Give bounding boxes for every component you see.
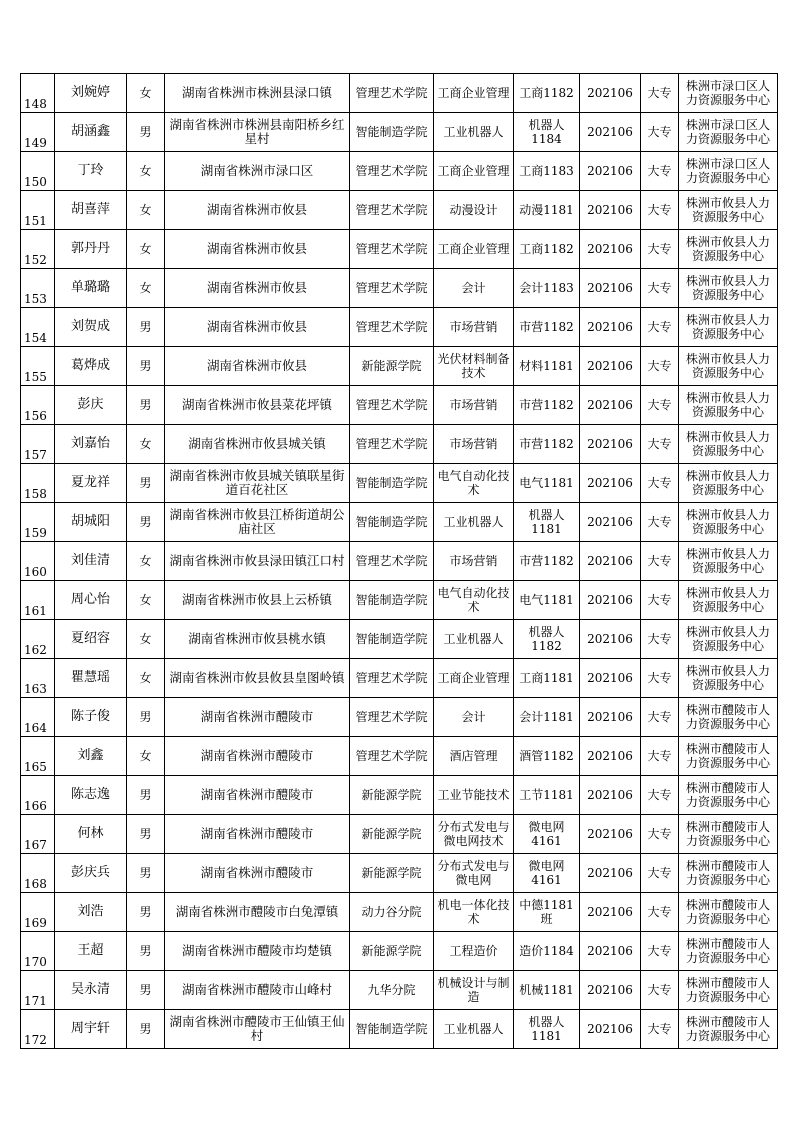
graduation-date-cell: 202106 [580,581,641,620]
graduation-date-cell: 202106 [580,152,641,191]
graduation-date-cell: 202106 [580,893,641,932]
college-cell: 管理艺术学院 [350,230,434,269]
graduation-date-cell: 202106 [580,269,641,308]
college-cell: 新能源学院 [350,854,434,893]
row-number-cell: 165 [21,737,55,776]
class-name-cell: 市营1182 [514,542,580,581]
education-level-cell: 大专 [641,815,679,854]
gender-cell: 女 [127,191,165,230]
table-row [21,932,778,971]
college-cell: 新能源学院 [350,815,434,854]
major-cell: 工业机器人 [434,620,514,659]
service-center-cell: 株洲市攸县人力资源服务中心 [679,581,778,620]
class-name-cell: 会计1181 [514,698,580,737]
table-row [21,893,778,932]
row-number-cell: 149 [21,113,55,152]
row-number-cell: 152 [21,230,55,269]
gender-cell: 女 [127,659,165,698]
major-cell: 市场营销 [434,425,514,464]
college-cell: 智能制造学院 [350,620,434,659]
major-cell: 工商企业管理 [434,230,514,269]
service-center-cell: 株洲市攸县人力资源服务中心 [679,620,778,659]
origin-address-cell: 湖南省株洲市株洲县渌口镇 [165,74,350,113]
class-name-cell: 微电网4161 [514,854,580,893]
origin-address-cell: 湖南省株洲市攸县菜花坪镇 [165,386,350,425]
education-level-cell: 大专 [641,737,679,776]
college-cell: 九华分院 [350,971,434,1010]
college-cell: 新能源学院 [350,347,434,386]
service-center-cell: 株洲市醴陵市人力资源服务中心 [679,893,778,932]
major-cell: 工商企业管理 [434,152,514,191]
table-row [21,308,778,347]
gender-cell: 男 [127,347,165,386]
origin-address-cell: 湖南省株洲市醴陵市 [165,776,350,815]
gender-cell: 男 [127,113,165,152]
student-name-cell: 瞿慧瑶 [55,659,127,698]
student-name-cell: 刘贺成 [55,308,127,347]
class-name-cell: 工商1181 [514,659,580,698]
graduation-date-cell: 202106 [580,971,641,1010]
education-level-cell: 大专 [641,542,679,581]
graduation-date-cell: 202106 [580,308,641,347]
education-level-cell: 大专 [641,191,679,230]
college-cell: 管理艺术学院 [350,542,434,581]
student-name-cell: 郭丹丹 [55,230,127,269]
row-number-cell: 167 [21,815,55,854]
gender-cell: 男 [127,932,165,971]
education-level-cell: 大专 [641,386,679,425]
service-center-cell: 株洲市攸县人力资源服务中心 [679,425,778,464]
service-center-cell: 株洲市醴陵市人力资源服务中心 [679,776,778,815]
service-center-cell: 株洲市醴陵市人力资源服务中心 [679,737,778,776]
origin-address-cell: 湖南省株洲市醴陵市 [165,815,350,854]
table-row [21,659,778,698]
education-level-cell: 大专 [641,971,679,1010]
student-name-cell: 周宇轩 [55,1010,127,1049]
major-cell: 工业机器人 [434,503,514,542]
college-cell: 智能制造学院 [350,464,434,503]
table-row [21,815,778,854]
service-center-cell: 株洲市攸县人力资源服务中心 [679,659,778,698]
class-name-cell: 机械1181 [514,971,580,1010]
row-number-cell: 169 [21,893,55,932]
gender-cell: 女 [127,74,165,113]
class-name-cell: 机器人1184 [514,113,580,152]
education-level-cell: 大专 [641,425,679,464]
education-level-cell: 大专 [641,308,679,347]
class-name-cell: 工节1181 [514,776,580,815]
major-cell: 分布式发电与微电网 [434,854,514,893]
origin-address-cell: 湖南省株洲市醴陵市 [165,737,350,776]
graduation-date-cell: 202106 [580,659,641,698]
major-cell: 工业节能技术 [434,776,514,815]
service-center-cell: 株洲市渌口区人力资源服务中心 [679,113,778,152]
class-name-cell: 会计1183 [514,269,580,308]
graduation-date-cell: 202106 [580,620,641,659]
college-cell: 管理艺术学院 [350,659,434,698]
college-cell: 管理艺术学院 [350,269,434,308]
class-name-cell: 机器人1181 [514,503,580,542]
student-name-cell: 刘浩 [55,893,127,932]
table-row [21,191,778,230]
origin-address-cell: 湖南省株洲市攸县攸县皇图岭镇 [165,659,350,698]
graduation-date-cell: 202106 [580,230,641,269]
graduation-date-cell: 202106 [580,191,641,230]
college-cell: 管理艺术学院 [350,425,434,464]
service-center-cell: 株洲市攸县人力资源服务中心 [679,269,778,308]
gender-cell: 男 [127,776,165,815]
major-cell: 动漫设计 [434,191,514,230]
table-row [21,776,778,815]
table-row [21,386,778,425]
college-cell: 管理艺术学院 [350,737,434,776]
major-cell: 酒店管理 [434,737,514,776]
row-number-cell: 166 [21,776,55,815]
gender-cell: 女 [127,620,165,659]
origin-address-cell: 湖南省株洲市攸县城关镇 [165,425,350,464]
student-name-cell: 丁玲 [55,152,127,191]
origin-address-cell: 湖南省株洲市攸县上云桥镇 [165,581,350,620]
college-cell: 管理艺术学院 [350,74,434,113]
row-number-cell: 161 [21,581,55,620]
college-cell: 管理艺术学院 [350,308,434,347]
major-cell: 电气自动化技术 [434,581,514,620]
graduation-date-cell: 202106 [580,113,641,152]
table-row [21,269,778,308]
row-number-cell: 171 [21,971,55,1010]
student-name-cell: 陈子俊 [55,698,127,737]
student-name-cell: 刘婉婷 [55,74,127,113]
education-level-cell: 大专 [641,152,679,191]
service-center-cell: 株洲市醴陵市人力资源服务中心 [679,854,778,893]
major-cell: 市场营销 [434,308,514,347]
row-number-cell: 154 [21,308,55,347]
gender-cell: 女 [127,737,165,776]
gender-cell: 男 [127,815,165,854]
gender-cell: 男 [127,308,165,347]
college-cell: 新能源学院 [350,776,434,815]
major-cell: 市场营销 [434,542,514,581]
table-row [21,152,778,191]
service-center-cell: 株洲市攸县人力资源服务中心 [679,191,778,230]
graduation-date-cell: 202106 [580,698,641,737]
row-number-cell: 150 [21,152,55,191]
graduation-date-cell: 202106 [580,1010,641,1049]
origin-address-cell: 湖南省株洲市攸县江桥街道胡公庙社区 [165,503,350,542]
gender-cell: 男 [127,386,165,425]
college-cell: 智能制造学院 [350,503,434,542]
student-name-cell: 胡喜萍 [55,191,127,230]
major-cell: 工程造价 [434,932,514,971]
service-center-cell: 株洲市攸县人力资源服务中心 [679,503,778,542]
education-level-cell: 大专 [641,620,679,659]
major-cell: 工商企业管理 [434,74,514,113]
class-name-cell: 市营1182 [514,386,580,425]
graduation-date-cell: 202106 [580,854,641,893]
table-row [21,854,778,893]
student-name-cell: 何林 [55,815,127,854]
table-row [21,581,778,620]
graduation-date-cell: 202106 [580,347,641,386]
student-table [20,73,778,1049]
row-number-cell: 160 [21,542,55,581]
row-number-cell: 153 [21,269,55,308]
service-center-cell: 株洲市渌口区人力资源服务中心 [679,152,778,191]
graduation-date-cell: 202106 [580,932,641,971]
gender-cell: 男 [127,698,165,737]
class-name-cell: 工商1183 [514,152,580,191]
gender-cell: 男 [127,464,165,503]
student-name-cell: 单璐璐 [55,269,127,308]
major-cell: 会计 [434,698,514,737]
education-level-cell: 大专 [641,854,679,893]
table-body [21,74,778,1049]
class-name-cell: 市营1182 [514,425,580,464]
class-name-cell: 动漫1181 [514,191,580,230]
service-center-cell: 株洲市醴陵市人力资源服务中心 [679,698,778,737]
class-name-cell: 市营1182 [514,308,580,347]
education-level-cell: 大专 [641,581,679,620]
row-number-cell: 168 [21,854,55,893]
service-center-cell: 株洲市醴陵市人力资源服务中心 [679,815,778,854]
row-number-cell: 163 [21,659,55,698]
origin-address-cell: 湖南省株洲市攸县渌田镇江口村 [165,542,350,581]
education-level-cell: 大专 [641,1010,679,1049]
row-number-cell: 157 [21,425,55,464]
education-level-cell: 大专 [641,230,679,269]
gender-cell: 女 [127,425,165,464]
table-row [21,542,778,581]
service-center-cell: 株洲市攸县人力资源服务中心 [679,308,778,347]
service-center-cell: 株洲市攸县人力资源服务中心 [679,386,778,425]
class-name-cell: 电气1181 [514,581,580,620]
table-row [21,620,778,659]
education-level-cell: 大专 [641,659,679,698]
origin-address-cell: 湖南省株洲市醴陵市白兔潭镇 [165,893,350,932]
student-name-cell: 彭庆兵 [55,854,127,893]
major-cell: 工商企业管理 [434,659,514,698]
origin-address-cell: 湖南省株洲市醴陵市均楚镇 [165,932,350,971]
service-center-cell: 株洲市攸县人力资源服务中心 [679,347,778,386]
college-cell: 智能制造学院 [350,113,434,152]
table-row [21,74,778,113]
class-name-cell: 中德1181班 [514,893,580,932]
table-row [21,971,778,1010]
student-name-cell: 吴永清 [55,971,127,1010]
origin-address-cell: 湖南省株洲市株洲县南阳桥乡红星村 [165,113,350,152]
table-row [21,113,778,152]
college-cell: 管理艺术学院 [350,386,434,425]
gender-cell: 男 [127,854,165,893]
service-center-cell: 株洲市攸县人力资源服务中心 [679,464,778,503]
student-name-cell: 夏绍容 [55,620,127,659]
graduation-date-cell: 202106 [580,815,641,854]
graduation-date-cell: 202106 [580,464,641,503]
graduation-date-cell: 202106 [580,503,641,542]
college-cell: 管理艺术学院 [350,191,434,230]
gender-cell: 男 [127,893,165,932]
class-name-cell: 酒管1182 [514,737,580,776]
graduation-date-cell: 202106 [580,542,641,581]
class-name-cell: 机器人1182 [514,620,580,659]
table-row [21,425,778,464]
service-center-cell: 株洲市攸县人力资源服务中心 [679,542,778,581]
major-cell: 光伏材料制备技术 [434,347,514,386]
graduation-date-cell: 202106 [580,776,641,815]
table-row [21,503,778,542]
row-number-cell: 155 [21,347,55,386]
student-name-cell: 刘佳清 [55,542,127,581]
row-number-cell: 148 [21,74,55,113]
row-number-cell: 156 [21,386,55,425]
graduation-date-cell: 202106 [580,737,641,776]
class-name-cell: 机器人1181 [514,1010,580,1049]
class-name-cell: 微电网4161 [514,815,580,854]
table-row [21,698,778,737]
college-cell: 管理艺术学院 [350,698,434,737]
origin-address-cell: 湖南省株洲市醴陵市 [165,854,350,893]
student-name-cell: 王超 [55,932,127,971]
gender-cell: 女 [127,152,165,191]
table-row [21,1010,778,1049]
major-cell: 机械设计与制造 [434,971,514,1010]
education-level-cell: 大专 [641,893,679,932]
origin-address-cell: 湖南省株洲市渌口区 [165,152,350,191]
origin-address-cell: 湖南省株洲市醴陵市 [165,698,350,737]
student-name-cell: 彭庆 [55,386,127,425]
table-row [21,230,778,269]
row-number-cell: 159 [21,503,55,542]
major-cell: 工业机器人 [434,1010,514,1049]
education-level-cell: 大专 [641,464,679,503]
graduation-date-cell: 202106 [580,74,641,113]
education-level-cell: 大专 [641,503,679,542]
origin-address-cell: 湖南省株洲市攸县 [165,347,350,386]
service-center-cell: 株洲市攸县人力资源服务中心 [679,230,778,269]
student-name-cell: 刘鑫 [55,737,127,776]
student-name-cell: 葛烨成 [55,347,127,386]
table-row [21,347,778,386]
gender-cell: 女 [127,230,165,269]
major-cell: 工业机器人 [434,113,514,152]
major-cell: 机电一体化技术 [434,893,514,932]
origin-address-cell: 湖南省株洲市攸县 [165,230,350,269]
major-cell: 市场营销 [434,386,514,425]
origin-address-cell: 湖南省株洲市攸县 [165,191,350,230]
education-level-cell: 大专 [641,347,679,386]
origin-address-cell: 湖南省株洲市攸县城关镇联星街道百花社区 [165,464,350,503]
student-name-cell: 周心怡 [55,581,127,620]
table-row [21,737,778,776]
student-name-cell: 胡城阳 [55,503,127,542]
service-center-cell: 株洲市渌口区人力资源服务中心 [679,74,778,113]
college-cell: 智能制造学院 [350,581,434,620]
service-center-cell: 株洲市醴陵市人力资源服务中心 [679,971,778,1010]
student-name-cell: 胡涵鑫 [55,113,127,152]
student-name-cell: 陈志逸 [55,776,127,815]
education-level-cell: 大专 [641,74,679,113]
origin-address-cell: 湖南省株洲市攸县桃水镇 [165,620,350,659]
class-name-cell: 造价1184 [514,932,580,971]
origin-address-cell: 湖南省株洲市醴陵市王仙镇王仙村 [165,1010,350,1049]
row-number-cell: 172 [21,1010,55,1049]
major-cell: 会计 [434,269,514,308]
gender-cell: 男 [127,503,165,542]
major-cell: 电气自动化技术 [434,464,514,503]
origin-address-cell: 湖南省株洲市攸县 [165,308,350,347]
origin-address-cell: 湖南省株洲市攸县 [165,269,350,308]
row-number-cell: 162 [21,620,55,659]
row-number-cell: 158 [21,464,55,503]
class-name-cell: 电气1181 [514,464,580,503]
graduation-date-cell: 202106 [580,425,641,464]
gender-cell: 女 [127,269,165,308]
row-number-cell: 170 [21,932,55,971]
service-center-cell: 株洲市醴陵市人力资源服务中心 [679,1010,778,1049]
class-name-cell: 工商1182 [514,230,580,269]
college-cell: 新能源学院 [350,932,434,971]
row-number-cell: 151 [21,191,55,230]
education-level-cell: 大专 [641,932,679,971]
college-cell: 智能制造学院 [350,1010,434,1049]
college-cell: 管理艺术学院 [350,152,434,191]
college-cell: 动力谷分院 [350,893,434,932]
service-center-cell: 株洲市醴陵市人力资源服务中心 [679,932,778,971]
education-level-cell: 大专 [641,269,679,308]
student-name-cell: 刘嘉怡 [55,425,127,464]
gender-cell: 男 [127,971,165,1010]
student-name-cell: 夏龙祥 [55,464,127,503]
roster-sheet [20,73,777,1049]
education-level-cell: 大专 [641,113,679,152]
gender-cell: 女 [127,581,165,620]
graduation-date-cell: 202106 [580,386,641,425]
table-row [21,464,778,503]
class-name-cell: 工商1182 [514,74,580,113]
class-name-cell: 材料1181 [514,347,580,386]
origin-address-cell: 湖南省株洲市醴陵市山峰村 [165,971,350,1010]
gender-cell: 女 [127,542,165,581]
gender-cell: 男 [127,1010,165,1049]
education-level-cell: 大专 [641,776,679,815]
education-level-cell: 大专 [641,698,679,737]
major-cell: 分布式发电与微电网技术 [434,815,514,854]
row-number-cell: 164 [21,698,55,737]
